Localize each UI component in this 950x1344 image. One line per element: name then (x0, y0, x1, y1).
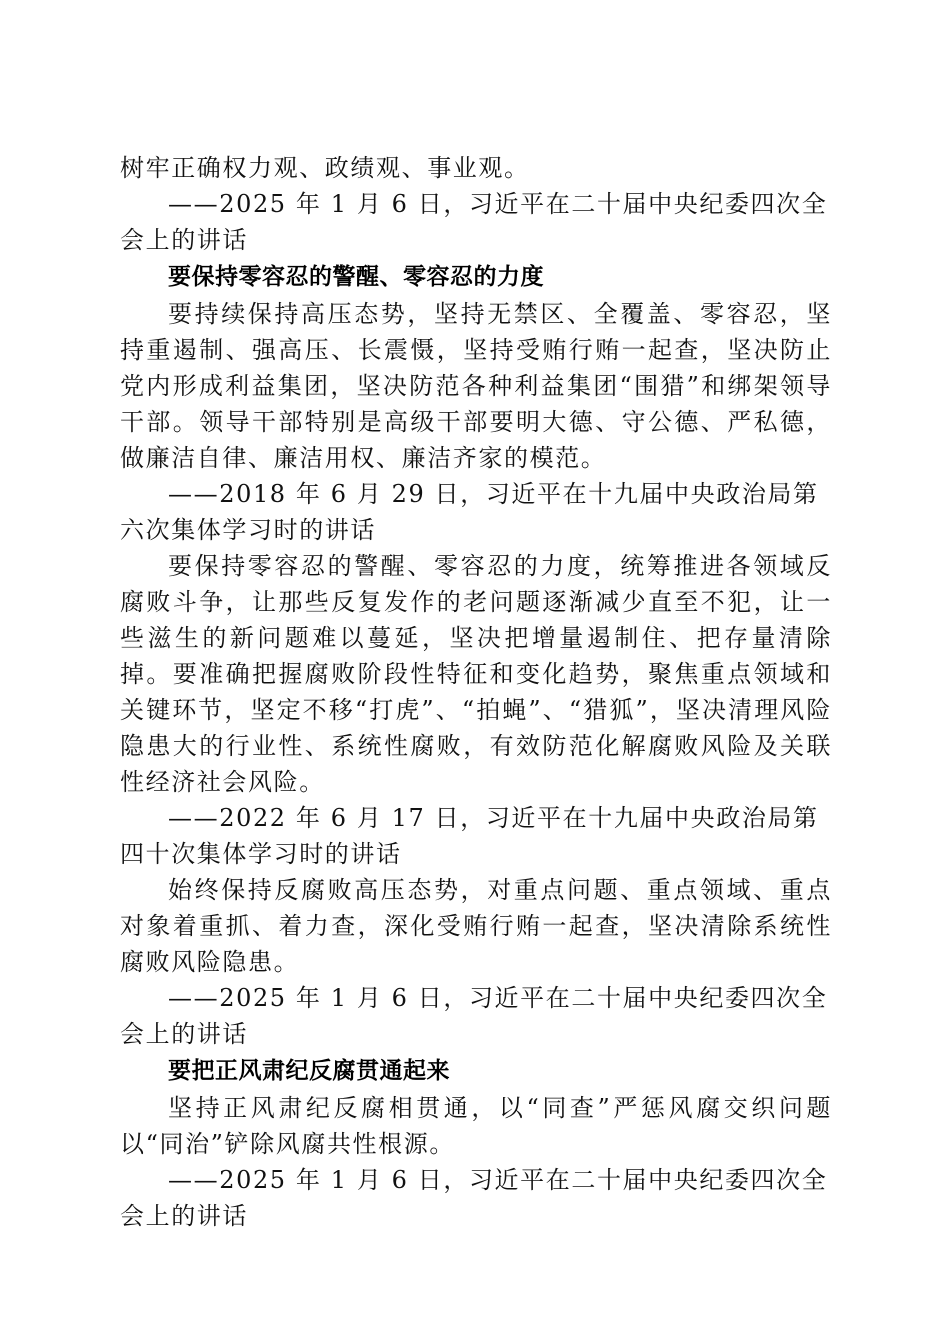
section-heading: 要保持零容忍的警醒、零容忍的力度 (168, 264, 544, 290)
paragraph-continuation: 树牢正确权力观、政绩观、事业观。 (120, 154, 530, 182)
quote-source: ——2025 年 1 月 6 日，习近平在二十届中央纪委四次全会上的讲话 (120, 190, 828, 254)
quote-paragraph: 要持续保持高压态势，坚持无禁区、全覆盖、零容忍，坚持重遏制、强高压、长震慑，坚持受贿行贿一起查，坚决防止党内形成利益集团，坚决防范各种利益集团“围猎”和绑架领导干部。领导干部特别是高级干部要明大德、守公德、严私德，做廉洁自律、廉洁用权、廉洁齐家的模范。 (120, 300, 832, 472)
quote-paragraph: 要保持零容忍的警醒、零容忍的力度，统筹推进各领域反腐败斗争，让那些反复发作的老问题逐渐减少直至不犯，让一些滋生的新问题难以蔓延，坚决把增量遏制住、把存量清除掉。要准确把握腐败阶段性特征和变化趋势，聚焦重点领域和关键环节，坚定不移“打虎”、“拍蝇”、“猎狐”，坚决清理风险隐患大的行业性、系统性腐败，有效防范化解腐败风险及关联性经济社会风险。 (120, 552, 832, 796)
section-heading: 要把正风肃纪反腐贯通起来 (168, 1058, 450, 1084)
quote-source: ——2025 年 1 月 6 日，习近平在二十届中央纪委四次全会上的讲话 (120, 984, 828, 1048)
quote-source: ——2018 年 6 月 29 日，习近平在十九届中央政治局第六次集体学习时的讲话 (120, 480, 819, 544)
quote-source: ——2025 年 1 月 6 日，习近平在二十届中央纪委四次全会上的讲话 (120, 1166, 828, 1230)
document-body (120, 150, 832, 1234)
quote-source: ——2022 年 6 月 17 日，习近平在十九届中央政治局第四十次集体学习时的讲话 (120, 804, 819, 868)
quote-paragraph: 始终保持反腐败高压态势，对重点问题、重点领域、重点对象着重抓、着力查，深化受贿行贿一起查，坚决清除系统性腐败风险隐患。 (120, 876, 832, 976)
quote-paragraph: 坚持正风肃纪反腐相贯通，以“同查”严惩风腐交织问题以“同治”铲除风腐共性根源。 (120, 1094, 832, 1158)
